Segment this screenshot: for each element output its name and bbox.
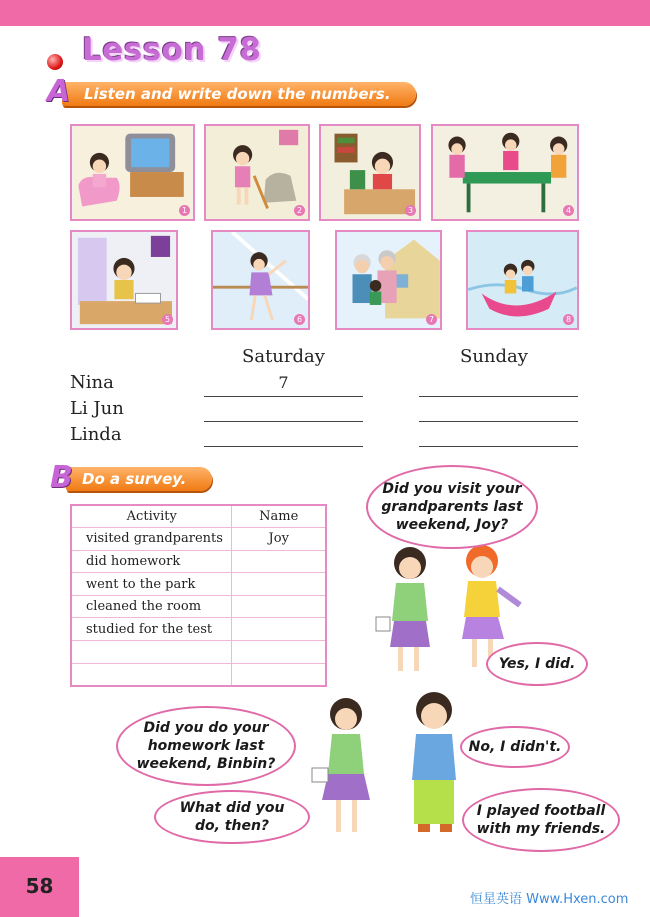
bubble-text: Yes, I did. bbox=[498, 656, 576, 672]
speech-bubble-question-2 bbox=[116, 706, 296, 786]
name-cell[interactable] bbox=[232, 641, 326, 664]
section-b-header-bar bbox=[66, 467, 212, 491]
table-row bbox=[71, 573, 326, 596]
watermark: 恒星英语 Www.Hxen.com bbox=[470, 892, 629, 907]
girl-left-figure bbox=[376, 547, 430, 671]
section-b-letter: B bbox=[50, 460, 73, 495]
activity-cell[interactable] bbox=[71, 663, 232, 686]
section-a-instruction: Listen and write down the numbers. bbox=[84, 85, 391, 103]
bubble-text: No, I didn't. bbox=[468, 739, 562, 755]
day-sunday: Sunday bbox=[460, 346, 528, 367]
column-header-activity: Activity bbox=[71, 505, 232, 528]
kids-playing-ping-pong-icon bbox=[433, 126, 577, 219]
activity-cell: did homework bbox=[71, 550, 232, 573]
bubble-text: with my friends. bbox=[476, 821, 606, 837]
name-cell[interactable] bbox=[232, 663, 326, 686]
student-name: Linda bbox=[70, 424, 122, 445]
day-saturday: Saturday bbox=[242, 346, 325, 367]
picture-number: 7 bbox=[426, 314, 437, 325]
name-cell[interactable]: Joy bbox=[232, 528, 326, 551]
bubble-text: grandparents last bbox=[381, 499, 523, 515]
girl-and-binbin-illustration bbox=[296, 688, 486, 848]
girl-studying-at-desk-icon bbox=[72, 232, 176, 328]
activity-cell: went to the park bbox=[71, 573, 232, 596]
top-color-bar bbox=[0, 0, 650, 26]
activity-cell: studied for the test bbox=[71, 618, 232, 641]
table-row bbox=[71, 618, 326, 641]
picture-number: 6 bbox=[294, 314, 305, 325]
bubble-text: What did you bbox=[179, 800, 285, 816]
student-name: Li Jun bbox=[70, 398, 124, 419]
activity-cell: cleaned the room bbox=[71, 595, 232, 618]
table-header-row bbox=[71, 505, 326, 528]
answer-line bbox=[419, 421, 578, 422]
picture-number: 5 bbox=[162, 314, 173, 325]
speech-bubble-answer-1 bbox=[486, 642, 588, 686]
girl-dancing-icon bbox=[213, 232, 308, 328]
table-row bbox=[71, 641, 326, 664]
picture-number: 8 bbox=[563, 314, 574, 325]
answer-line bbox=[204, 396, 363, 397]
kids-boating-icon bbox=[468, 232, 577, 328]
picture-7 bbox=[335, 230, 442, 330]
section-b-instruction: Do a survey. bbox=[82, 470, 187, 488]
answer-line bbox=[419, 396, 578, 397]
bubble-text: weekend, Binbin? bbox=[136, 756, 276, 772]
lesson-title: Lesson 78 bbox=[82, 32, 262, 68]
picture-2 bbox=[204, 124, 310, 221]
activity-cell: visited grandparents bbox=[71, 528, 232, 551]
bubble-text: homework last bbox=[147, 738, 265, 754]
activity-cell[interactable] bbox=[71, 641, 232, 664]
answer-line bbox=[204, 421, 363, 422]
girl-reading-at-desk-icon bbox=[321, 126, 419, 219]
bubble-text: I played football bbox=[476, 803, 606, 819]
speech-bubble-question-1 bbox=[366, 465, 538, 549]
survey-table bbox=[70, 504, 327, 687]
visiting-grandparents-icon bbox=[337, 232, 440, 328]
bubble-text: weekend, Joy? bbox=[395, 517, 509, 533]
picture-5 bbox=[70, 230, 178, 330]
red-ball-icon bbox=[47, 54, 63, 70]
picture-number: 1 bbox=[179, 205, 190, 216]
table-row bbox=[71, 663, 326, 686]
name-cell[interactable] bbox=[232, 618, 326, 641]
girl-figure bbox=[312, 698, 370, 832]
speech-bubble-question-3 bbox=[154, 790, 310, 844]
picture-number: 3 bbox=[405, 205, 416, 216]
girl-cleaning-room-icon bbox=[206, 126, 308, 219]
girl-watching-tv-icon bbox=[72, 126, 193, 219]
section-a-letter: A bbox=[47, 74, 71, 109]
binbin-figure bbox=[412, 692, 456, 832]
answer-line bbox=[204, 446, 363, 447]
bubble-text: do, then? bbox=[194, 818, 270, 834]
picture-3 bbox=[319, 124, 421, 221]
picture-8 bbox=[466, 230, 579, 330]
student-name: Nina bbox=[70, 372, 114, 393]
answer-saturday[interactable]: 7 bbox=[278, 373, 289, 392]
picture-6 bbox=[211, 230, 310, 330]
bubble-text: Did you visit your bbox=[382, 481, 522, 497]
picture-1 bbox=[70, 124, 195, 221]
table-row bbox=[71, 550, 326, 573]
speech-bubble-answer-3 bbox=[462, 788, 620, 852]
speech-bubble-answer-2 bbox=[460, 726, 570, 768]
answer-line bbox=[419, 446, 578, 447]
table-row bbox=[71, 595, 326, 618]
column-header-name: Name bbox=[232, 505, 326, 528]
name-cell[interactable] bbox=[232, 595, 326, 618]
picture-number: 4 bbox=[563, 205, 574, 216]
bubble-text: Did you do your bbox=[143, 720, 269, 736]
name-cell[interactable] bbox=[232, 573, 326, 596]
section-a-header-bar bbox=[62, 82, 416, 106]
picture-number: 2 bbox=[294, 205, 305, 216]
name-cell[interactable] bbox=[232, 550, 326, 573]
table-row bbox=[71, 528, 326, 551]
picture-4 bbox=[431, 124, 579, 221]
page-number: 58 bbox=[25, 874, 54, 898]
